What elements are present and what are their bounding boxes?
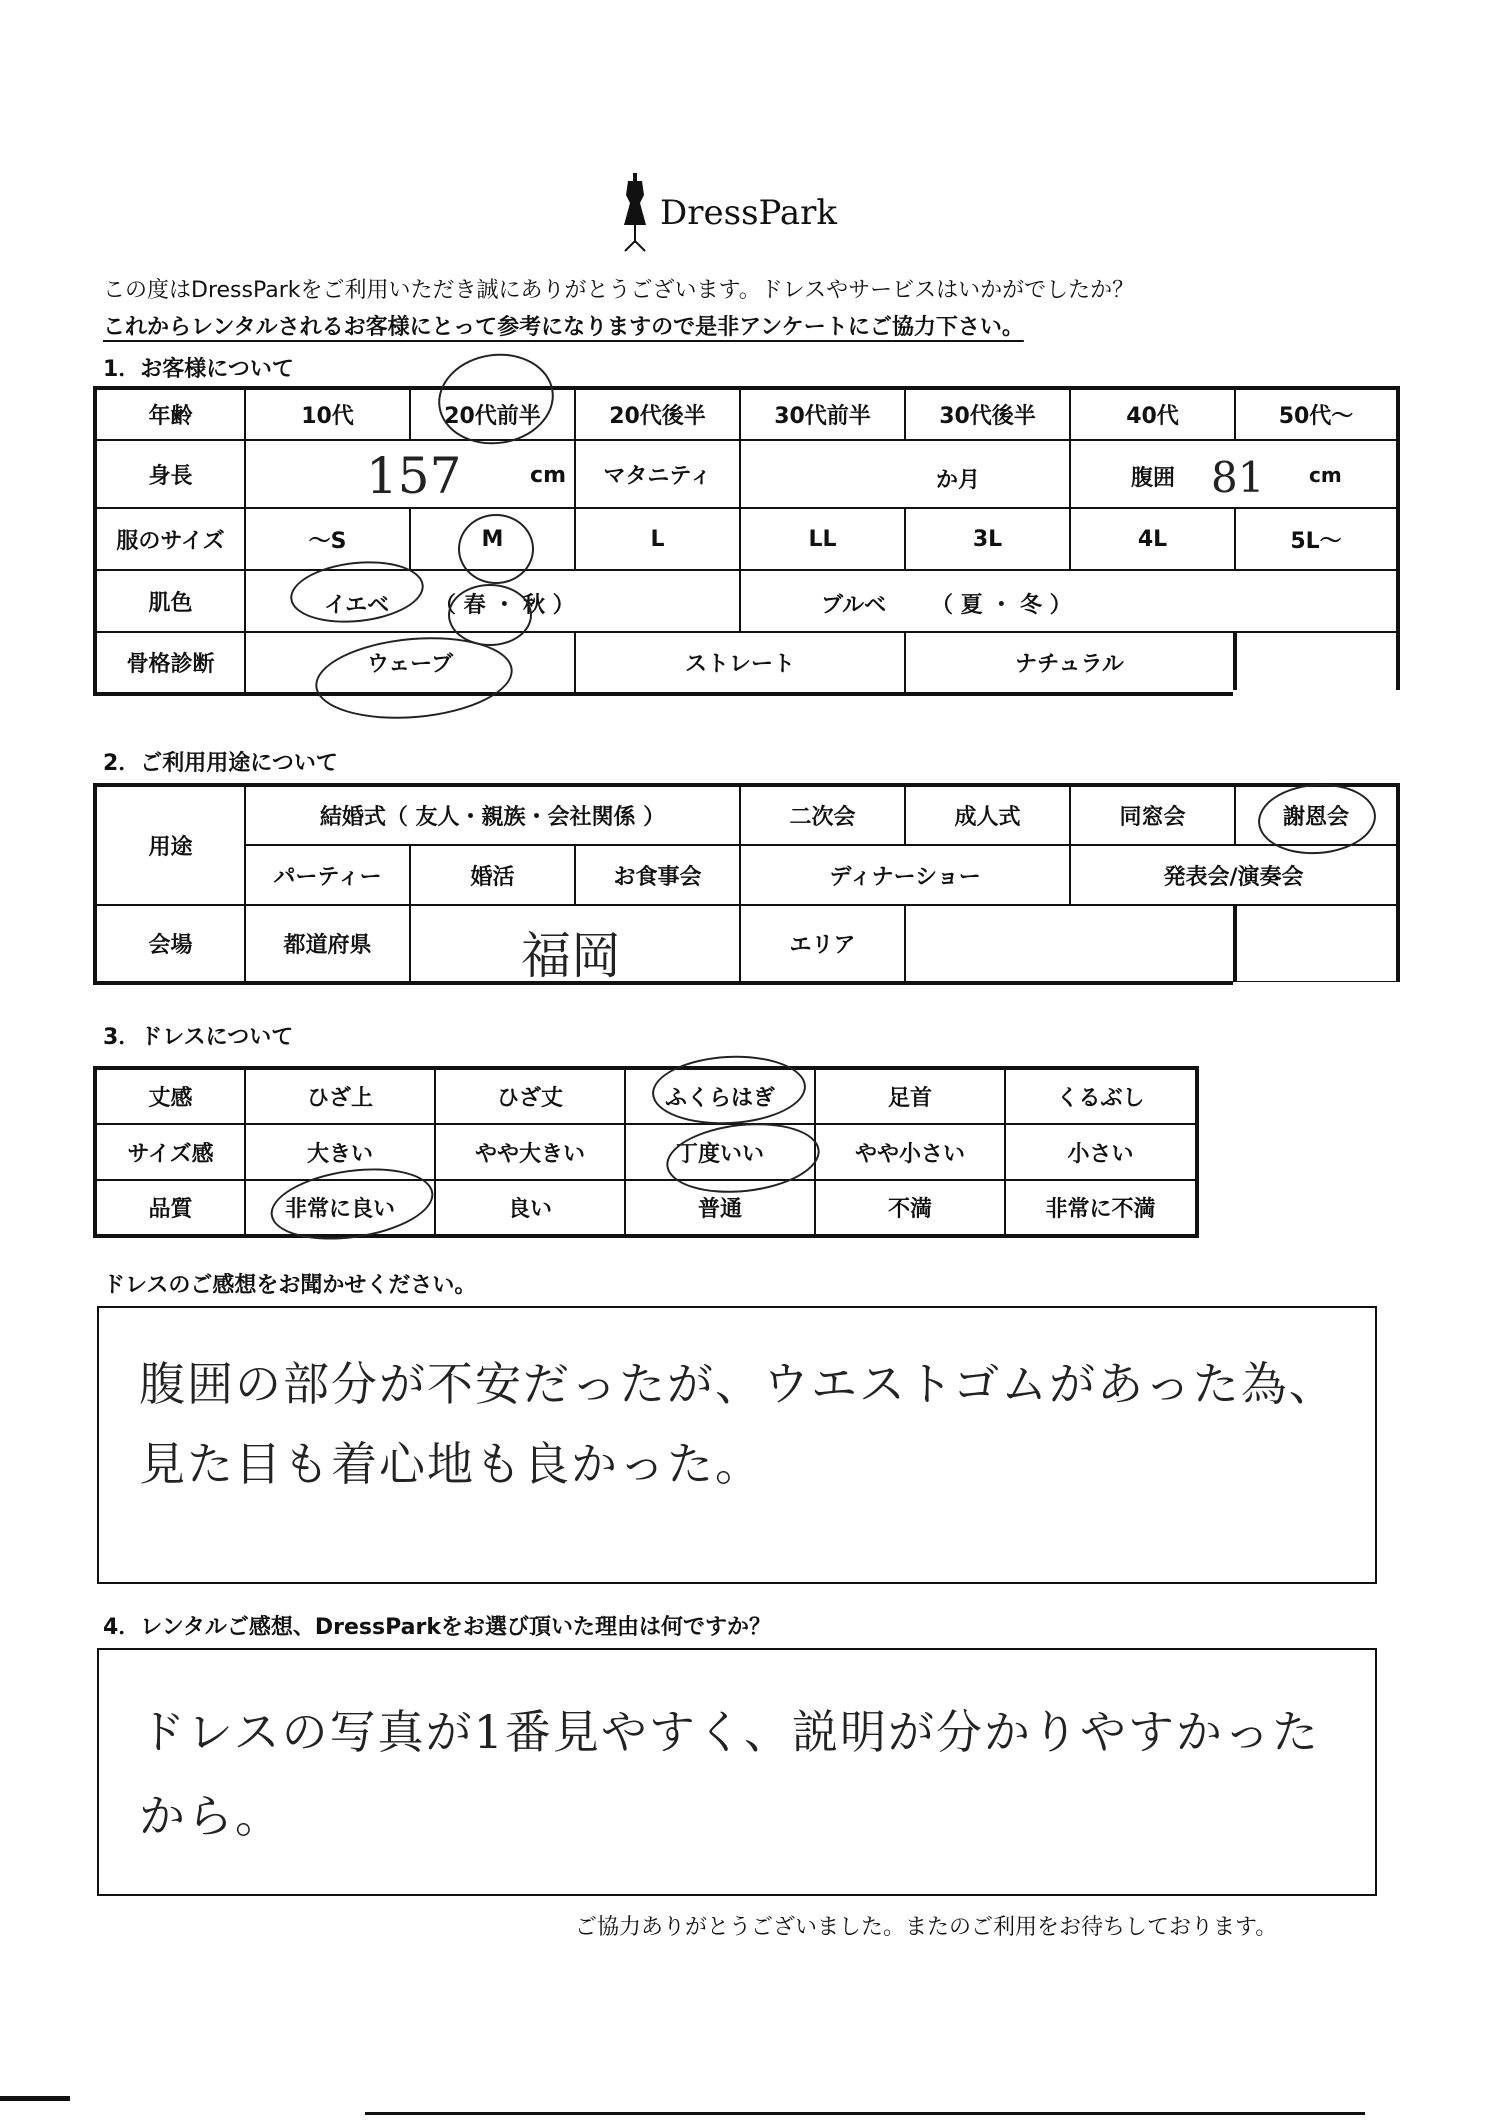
intro-text: この度はDressParkをご利用いただき誠にありがとうございます。ドレスやサービスはいかがでしたか？ <box>103 278 1135 303</box>
size-label: 服のサイズ <box>95 508 245 570</box>
blue-base-field[interactable] <box>740 570 1398 632</box>
fit-option[interactable]: やや大きい <box>435 1124 625 1180</box>
blue-seasons[interactable]: （ 夏 ・ 冬 ） <box>931 593 1072 618</box>
table-corner-mask <box>1233 690 1403 702</box>
body-type-option[interactable]: ウェーブ <box>245 632 575 694</box>
body-type-option[interactable]: ナチュラル <box>905 632 1235 694</box>
length-option[interactable]: ひざ上 <box>245 1068 435 1124</box>
section2-title: 2．ご利用用途について <box>103 751 338 776</box>
maternity-label: マタニティ <box>575 440 740 508</box>
size-option[interactable]: 3L <box>905 508 1070 570</box>
usage-option[interactable]: 同窓会 <box>1070 785 1235 845</box>
maternity-field[interactable] <box>740 440 1070 508</box>
quality-option[interactable]: 良い <box>435 1180 625 1236</box>
length-option[interactable]: ひざ丈 <box>435 1068 625 1124</box>
usage-row-2 <box>95 845 1398 905</box>
fit-option[interactable]: 小さい <box>1005 1124 1197 1180</box>
waist-value: 81 <box>1211 453 1265 502</box>
usage-option[interactable]: 二次会 <box>740 785 905 845</box>
dress-comment-line: 腹囲の部分が不安だったが、ウエストゴムがあった為、 <box>139 1357 1337 1411</box>
age-label: 年齢 <box>95 388 245 440</box>
usage-option[interactable]: 発表会/演奏会 <box>1070 845 1398 905</box>
age-option[interactable]: 30代後半 <box>905 388 1070 440</box>
area-label: エリア <box>740 905 905 983</box>
usage-option[interactable]: ディナーショー <box>740 845 1070 905</box>
section4-title: 4．レンタルご感想、DressParkをお選び頂いた理由は何ですか？ <box>103 1615 771 1640</box>
length-row <box>95 1068 1197 1124</box>
body-type-label: 骨格診断 <box>95 632 245 694</box>
maternity-month-unit: か月 <box>936 468 981 493</box>
yellow-seasons[interactable]: （ 春 ・ 秋 ） <box>434 593 575 618</box>
age-option[interactable]: 40代 <box>1070 388 1235 440</box>
scan-artifact <box>0 2096 70 2101</box>
dress-comment-line: 見た目も着心地も良かった。 <box>139 1437 763 1491</box>
usage-option[interactable]: お食事会 <box>575 845 740 905</box>
size-option[interactable]: 5L～ <box>1235 508 1398 570</box>
dress-comment-prompt: ドレスのご感想をお聞かせください。 <box>103 1273 477 1298</box>
section3-title: 3．ドレスについて <box>103 1025 294 1050</box>
size-option[interactable]: M <box>410 508 575 570</box>
age-row <box>95 388 1398 440</box>
body-type-option[interactable]: ストレート <box>575 632 905 694</box>
length-option[interactable]: ふくらはぎ <box>625 1068 815 1124</box>
size-option[interactable]: LL <box>740 508 905 570</box>
rental-comment-line: ドレスの写真が1番見やすく、説明が分かりやすかった <box>139 1705 1320 1759</box>
waist-unit: cm <box>1309 463 1342 487</box>
height-value: 157 <box>366 447 462 505</box>
height-unit: cm <box>530 463 566 488</box>
size-option[interactable]: 4L <box>1070 508 1235 570</box>
brand-logo <box>620 168 837 258</box>
age-option[interactable]: 20代前半 <box>410 388 575 440</box>
waist-label: 腹囲 <box>1131 466 1176 491</box>
size-row <box>95 508 1398 570</box>
quality-option[interactable]: 非常に不満 <box>1005 1180 1197 1236</box>
table-corner-mask <box>1233 982 1403 994</box>
rental-comment-line: から。 <box>139 1789 283 1843</box>
intro-request: これからレンタルされるお客様にとって参考になりますので是非アンケートにご協力下さい。 <box>103 315 1024 340</box>
length-option[interactable]: 足首 <box>815 1068 1005 1124</box>
usage-table <box>93 783 1400 985</box>
scan-artifact <box>365 2112 1365 2115</box>
fit-label: サイズ感 <box>95 1124 245 1180</box>
length-label: 丈感 <box>95 1068 245 1124</box>
quality-label: 品質 <box>95 1180 245 1236</box>
dress-form-icon <box>620 173 650 253</box>
length-option[interactable]: くるぶし <box>1005 1068 1197 1124</box>
fit-option[interactable]: やや小さい <box>815 1124 1005 1180</box>
venue-label: 会場 <box>95 905 245 983</box>
area-field[interactable] <box>905 905 1235 983</box>
section1-title: 1．お客様について <box>103 357 294 382</box>
age-option[interactable]: 30代前半 <box>740 388 905 440</box>
venue-row <box>95 905 1398 983</box>
blue-base-option[interactable]: ブルベ <box>821 593 887 618</box>
quality-row <box>95 1180 1197 1236</box>
usage-label: 用途 <box>95 785 245 905</box>
skin-label: 肌色 <box>95 570 245 632</box>
height-field[interactable] <box>245 440 575 508</box>
usage-option[interactable]: 結婚式（ 友人・親族・会社関係 ） <box>245 785 740 845</box>
age-option[interactable]: 20代後半 <box>575 388 740 440</box>
usage-row-1 <box>95 785 1398 845</box>
dress-comment-box[interactable] <box>97 1306 1377 1584</box>
usage-option[interactable]: 謝恩会 <box>1235 785 1398 845</box>
prefecture-field[interactable] <box>410 905 740 983</box>
brand-name: DressPark <box>660 193 838 233</box>
size-option[interactable]: L <box>575 508 740 570</box>
age-option[interactable]: 10代 <box>245 388 410 440</box>
dress-table <box>93 1066 1199 1238</box>
yellow-base-field[interactable] <box>245 570 740 632</box>
yellow-base-option[interactable]: イエベ <box>324 593 390 618</box>
quality-option[interactable]: 非常に良い <box>245 1180 435 1236</box>
usage-option[interactable]: 成人式 <box>905 785 1070 845</box>
footer-thanks: ご協力ありがとうございました。またのご利用をお待ちしております。 <box>575 1915 1278 1940</box>
height-label: 身長 <box>95 440 245 508</box>
body-type-row <box>95 632 1398 694</box>
fit-option[interactable]: 大きい <box>245 1124 435 1180</box>
waist-field[interactable] <box>1070 440 1398 508</box>
usage-option[interactable]: パーティー <box>245 845 410 905</box>
rental-comment-box[interactable] <box>97 1648 1377 1896</box>
empty-cell <box>1235 905 1398 983</box>
quality-option[interactable]: 普通 <box>625 1180 815 1236</box>
customer-table <box>93 386 1400 696</box>
height-row <box>95 440 1398 508</box>
usage-option[interactable]: 婚活 <box>410 845 575 905</box>
age-option[interactable]: 50代～ <box>1235 388 1398 440</box>
empty-cell <box>1235 632 1398 694</box>
size-option[interactable]: ～S <box>245 508 410 570</box>
skin-row <box>95 570 1398 632</box>
fit-option[interactable]: 丁度いい <box>625 1124 815 1180</box>
prefecture-value: 福岡 <box>521 927 621 983</box>
fit-row <box>95 1124 1197 1180</box>
prefecture-label: 都道府県 <box>245 905 410 983</box>
quality-option[interactable]: 不満 <box>815 1180 1005 1236</box>
